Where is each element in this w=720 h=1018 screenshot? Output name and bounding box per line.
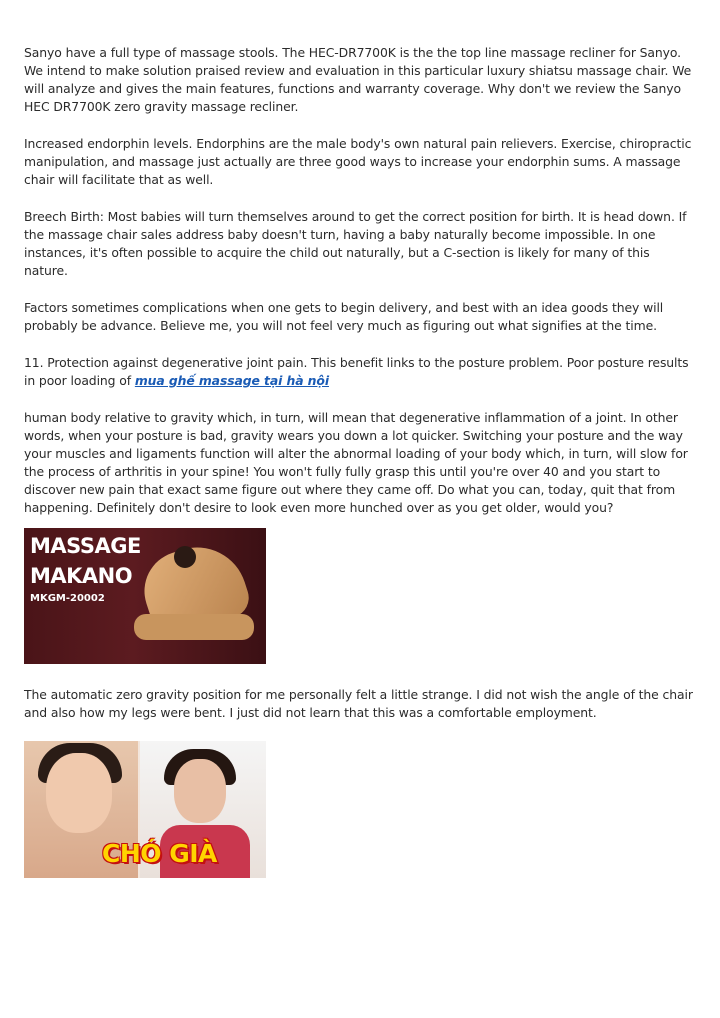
paragraph-6: human body relative to gravity which, in turn, will mean that degenerative inflammation of a joint. In other words, when your posture is bad, gravity wears you down a lot quicker. Switching your posture and the way your muscles and ligaments function will alter the abnormal loading of your body which, in turn, will slow for the process of arthritis in your spine! You won't fully fully grasp this until you're over 40 and you start to discover new pain that exact same figure out where they came off. Do what you can, today, quit that from happening. Definitely don't desire to look even more hunched over as you get older, would you? (24, 410, 688, 515)
massage-chair-link[interactable]: mua ghế massage tại hà nội (134, 373, 329, 388)
image-model-number: MKGM-20002 (30, 593, 105, 604)
person-head-shape (174, 546, 196, 568)
chair-base-shape (134, 614, 254, 640)
article-body (24, 44, 696, 868)
massage-chair-image (24, 528, 266, 664)
paragraph-4: Factors sometimes complications when one gets to begin delivery, and best with an idea goods they will probably be advance. Believe me, you will not feel very much as figuring out what signifies at the time. (24, 300, 664, 333)
image-title-line-2: MAKANO (30, 564, 133, 588)
paragraph-1: Sanyo have a full type of massage stools. The HEC-DR7700K is the the top line massage recliner for Sanyo. We intend to make solution praised review and evaluation in this particular luxury shiatsu massage chair. We will analyze and gives the main features, functions and warranty coverage. Why don't we review the Sanyo HEC DR7700K zero gravity massage recliner. (24, 45, 692, 114)
paragraph-2: Increased endorphin levels. Endorphins are the male body's own natural pain relievers. Exercise, chiropractic manipulation, and massage just actually are three good ways to increase your endorphin sums. A massage chair will facilitate that as well. (24, 136, 692, 187)
paragraph-7: The automatic zero gravity position for me personally felt a little strange. I did not wish the angle of the chair and also how my legs were bent. I just did not learn that this was a comfortable employment. (24, 687, 693, 720)
image-title-line-1: MASSAGE (30, 534, 141, 558)
face-shape-right (174, 759, 226, 823)
paragraph-5 (24, 354, 696, 390)
face-shape-left (46, 753, 112, 833)
thumbnail-caption: CHÓ GIÀ (102, 839, 217, 868)
paragraph-3: Breech Birth: Most babies will turn themselves around to get the correct position for birth. It is head down. If the massage chair sales address baby doesn't turn, having a baby naturally become impossible. In one instances, it's often possible to acquire the child out naturally, but a C-section is likely for many of this nature. (24, 209, 687, 278)
paragraph-5-text: 11. Protection against degenerative joint pain. This benefit links to the posture problem. Poor posture results in poor loading of (24, 355, 689, 388)
video-thumbnail-image (24, 741, 266, 878)
